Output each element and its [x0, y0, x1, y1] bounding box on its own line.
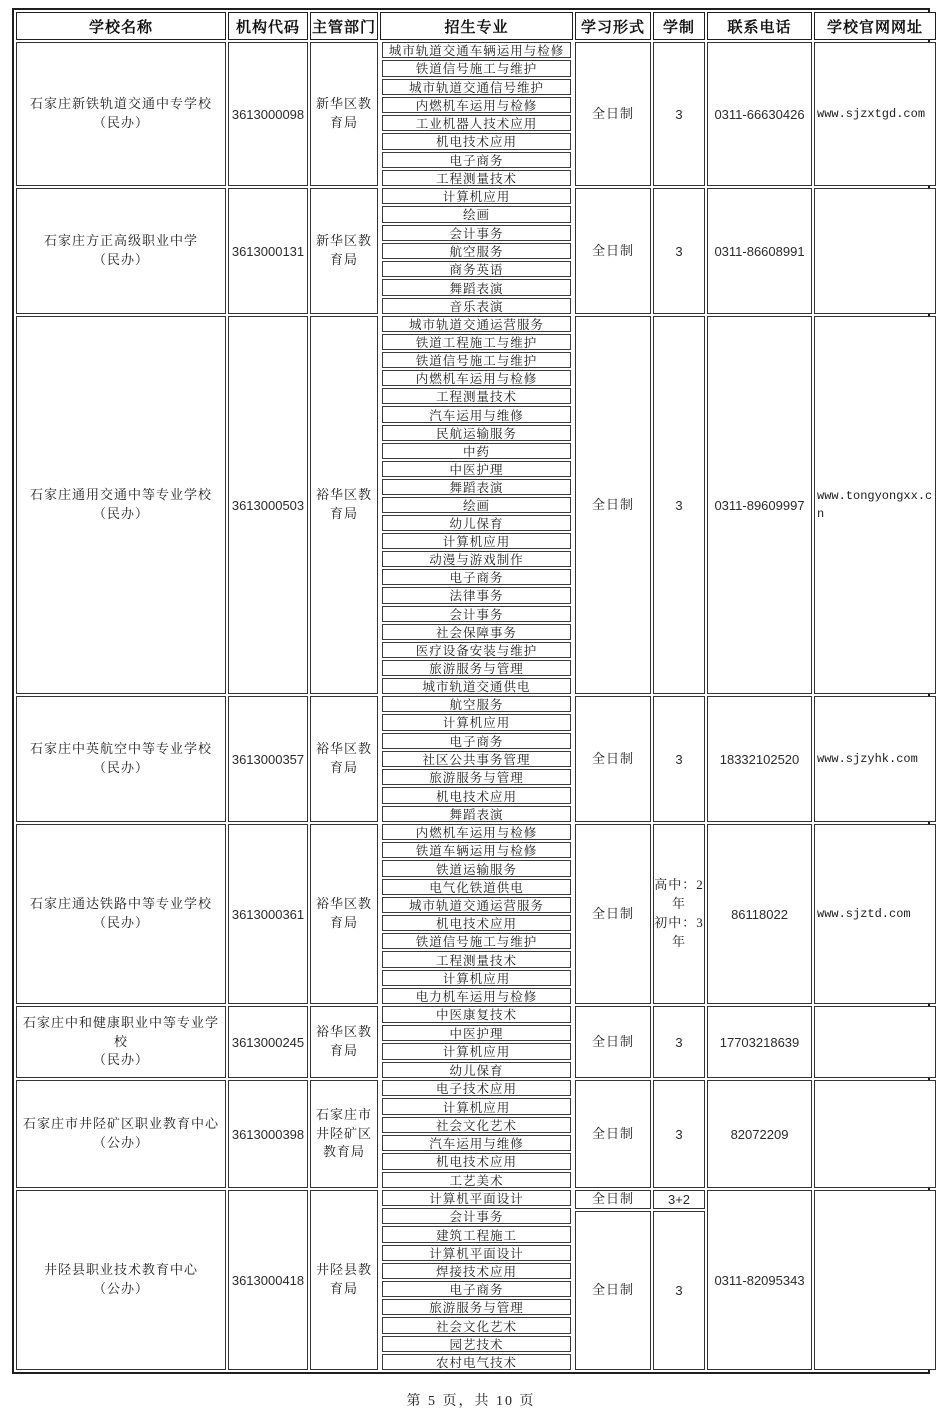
major-item: 城市轨道交通供电 [382, 678, 571, 694]
major-item: 计算机应用 [382, 188, 571, 204]
school-row [16, 824, 926, 1004]
duration-cell [653, 188, 705, 314]
major-item: 内燃机车运用与检修 [382, 824, 571, 840]
major-item: 计算机应用 [382, 1098, 571, 1114]
department-cell: 裕华区教育局 [310, 316, 378, 694]
col-header-majors: 招生专业 [380, 12, 573, 40]
major-item: 工程测量技术 [382, 951, 571, 967]
major-item: 会计事务 [382, 1208, 571, 1224]
major-item: 计算机应用 [382, 1043, 571, 1060]
major-item: 电子商务 [382, 569, 571, 585]
major-item: 计算机应用 [382, 533, 571, 549]
school-row [16, 1080, 926, 1188]
major-item: 工业机器人技术应用 [382, 115, 571, 131]
major-item: 计算机应用 [382, 970, 571, 986]
major-item: 城市轨道交通车辆运用与检修 [382, 42, 571, 58]
school-ownership-type: （民办） [92, 915, 149, 930]
school-ownership-type: （公办） [92, 1135, 149, 1150]
majors-list [380, 824, 573, 1004]
major-item: 电子技术应用 [382, 1080, 571, 1096]
study-form-column [575, 1080, 651, 1188]
school-ownership-type: （民办） [92, 506, 149, 521]
major-item: 社区公共事务管理 [382, 751, 571, 767]
duration-line: 3 [675, 1283, 683, 1299]
phone-cell: 86118022 [707, 824, 812, 1004]
school-name-cell [16, 42, 226, 186]
major-item: 铁道信号施工与维护 [382, 352, 571, 368]
major-item: 社会文化艺术 [382, 1117, 571, 1133]
major-item: 航空服务 [382, 696, 571, 712]
major-item: 内燃机车运用与检修 [382, 370, 571, 386]
study-form-line: 全日制 [591, 1033, 634, 1049]
duration-column [653, 42, 705, 186]
website-cell: www.sjzyhk.com [814, 696, 936, 822]
major-item: 舞蹈表演 [382, 479, 571, 495]
duration-cell [653, 1211, 705, 1370]
study-form-line: 全日制 [591, 1282, 634, 1298]
department-cell: 裕华区教育局 [310, 824, 378, 1004]
school-ownership-type: （民办） [92, 760, 149, 775]
study-form-line: 全日制 [591, 750, 634, 766]
school-name: 石家庄通达铁路中等专业学校 [29, 896, 212, 912]
institution-code-cell: 3613000357 [228, 696, 308, 822]
study-form-column [575, 316, 651, 694]
department-cell: 新华区教育局 [310, 42, 378, 186]
major-item: 航空服务 [382, 243, 571, 259]
duration-column [653, 696, 705, 822]
study-form-line: 全日制 [591, 1125, 634, 1141]
study-form-cell [575, 1006, 651, 1078]
major-item: 机电技术应用 [382, 915, 571, 931]
major-item: 工程测量技术 [382, 170, 571, 186]
major-item: 电子商务 [382, 1281, 571, 1297]
majors-list [380, 1190, 573, 1370]
study-form-line: 全日制 [591, 905, 634, 921]
study-form-cell [575, 1080, 651, 1188]
major-item: 机电技术应用 [382, 1153, 571, 1169]
major-item: 城市轨道交通信号维护 [382, 79, 571, 95]
phone-cell: 0311-86608991 [707, 188, 812, 314]
school-name-cell [16, 824, 226, 1004]
institution-code-cell: 3613000361 [228, 824, 308, 1004]
website-cell [814, 1006, 936, 1078]
major-item: 幼儿保育 [382, 515, 571, 531]
majors-list [380, 42, 573, 186]
institution-code-cell: 3613000418 [228, 1190, 308, 1370]
institution-code-cell: 3613000098 [228, 42, 308, 186]
duration-line: 3 [675, 1034, 683, 1050]
duration-cell [653, 696, 705, 822]
phone-cell: 0311-82095343 [707, 1190, 812, 1370]
major-item: 机电技术应用 [382, 787, 571, 803]
study-form-cell [575, 696, 651, 822]
page-footer: 第 5 页，共 10 页 [406, 1394, 536, 1409]
phone-cell: 0311-89609997 [707, 316, 812, 694]
major-item: 机电技术应用 [382, 133, 571, 149]
col-header-website: 学校官网网址 [814, 12, 936, 40]
website-cell [814, 1190, 936, 1370]
school-row [16, 1190, 926, 1370]
phone-cell: 17703218639 [707, 1006, 812, 1078]
school-row [16, 1006, 926, 1078]
duration-line: 3+2 [667, 1192, 691, 1208]
major-item: 绘画 [382, 497, 571, 513]
major-item: 中医护理 [382, 1025, 571, 1042]
major-item: 中医康复技术 [382, 1006, 571, 1023]
major-item: 内燃机车运用与检修 [382, 97, 571, 113]
major-item: 中医护理 [382, 461, 571, 477]
major-item: 中药 [382, 443, 571, 459]
major-item: 农村电气技术 [382, 1354, 571, 1370]
school-ownership-type: （公办） [92, 1281, 149, 1296]
duration-cell [653, 42, 705, 186]
study-form-line: 全日制 [591, 496, 634, 512]
phone-cell: 82072209 [707, 1080, 812, 1188]
school-name: 井陉县职业技术教育中心 [43, 1262, 198, 1278]
website-cell: www.sjzxtgd.com [814, 42, 936, 186]
major-item: 工艺美术 [382, 1172, 571, 1188]
major-item: 铁道运输服务 [382, 860, 571, 876]
study-form-cell [575, 316, 651, 694]
school-name-cell [16, 1080, 226, 1188]
duration-line: 3 [675, 497, 683, 513]
department-cell: 井陉县教育局 [310, 1190, 378, 1370]
study-form-line: 全日制 [591, 105, 634, 121]
col-header-study-form: 学习形式 [575, 12, 651, 40]
phone-cell: 18332102520 [707, 696, 812, 822]
study-form-line: 全日制 [591, 1191, 634, 1207]
school-name: 石家庄中英航空中等专业学校 [29, 741, 212, 757]
duration-line: 高中：2年 [654, 877, 704, 912]
duration-line: 初中：3年 [654, 915, 704, 949]
school-row [16, 316, 933, 694]
school-name-cell [16, 188, 226, 314]
duration-cell [653, 316, 705, 694]
major-item: 计算机平面设计 [382, 1190, 571, 1206]
major-item: 电力机车运用与检修 [382, 988, 571, 1004]
study-form-column [575, 824, 651, 1004]
duration-column [653, 1080, 705, 1188]
department-cell: 新华区教育局 [310, 188, 378, 314]
duration-line: 3 [675, 243, 683, 259]
study-form-column [575, 1006, 651, 1078]
schools-table [12, 8, 933, 1374]
school-name-cell [16, 316, 226, 694]
study-form-cell [575, 188, 651, 314]
major-item: 医疗设备安装与维护 [382, 642, 571, 658]
major-item: 社会保障事务 [382, 624, 571, 640]
majors-list [380, 316, 573, 694]
department-cell: 裕华区教育局 [310, 1006, 378, 1078]
study-form-column [575, 696, 651, 822]
major-item: 动漫与游戏制作 [382, 551, 571, 567]
study-form-cell [575, 824, 651, 1004]
majors-list [380, 1006, 573, 1078]
major-item: 旅游服务与管理 [382, 1299, 571, 1315]
duration-cell [653, 1190, 705, 1209]
study-form-cell [575, 1190, 651, 1209]
duration-line: 3 [675, 751, 683, 767]
majors-list [380, 696, 573, 822]
school-name: 石家庄中和健康职业中等专业学校 [23, 1014, 220, 1049]
major-item: 舞蹈表演 [382, 279, 571, 295]
major-item: 幼儿保育 [382, 1062, 571, 1079]
school-ownership-type: （民办） [92, 252, 149, 267]
website-cell: www.sjztd.com [814, 824, 936, 1004]
duration-cell [653, 1006, 705, 1078]
major-item: 旅游服务与管理 [382, 769, 571, 785]
school-name: 石家庄通用交通中等专业学校 [29, 487, 212, 503]
duration-line: 3 [675, 106, 683, 122]
study-form-cell [575, 1211, 651, 1370]
school-row [16, 42, 926, 186]
website-cell [814, 188, 936, 314]
major-item: 汽车运用与维修 [382, 1135, 571, 1151]
department-cell: 石家庄市井陉矿区教育局 [310, 1080, 378, 1188]
major-item: 城市轨道交通运营服务 [382, 897, 571, 913]
major-item: 计算机平面设计 [382, 1245, 571, 1261]
major-item: 工程测量技术 [382, 388, 571, 404]
institution-code-cell: 3613000398 [228, 1080, 308, 1188]
majors-list [380, 1080, 573, 1188]
institution-code-cell: 3613000245 [228, 1006, 308, 1078]
school-name: 石家庄市井陉矿区职业教育中心 [23, 1116, 220, 1132]
study-form-column [575, 42, 651, 186]
major-item: 音乐表演 [382, 298, 571, 314]
major-item: 计算机应用 [382, 714, 571, 730]
col-header-duration: 学制 [653, 12, 705, 40]
department-cell: 裕华区教育局 [310, 696, 378, 822]
major-item: 铁道工程施工与维护 [382, 334, 571, 350]
duration-column [653, 824, 705, 1004]
majors-list [380, 188, 573, 314]
study-form-column [575, 188, 651, 314]
major-item: 商务英语 [382, 261, 571, 277]
duration-cell [653, 1080, 705, 1188]
major-item: 焊接技术应用 [382, 1263, 571, 1279]
major-item: 会计事务 [382, 225, 571, 241]
major-item: 城市轨道交通运营服务 [382, 316, 571, 332]
major-item: 法律事务 [382, 587, 571, 603]
major-item: 电子商务 [382, 733, 571, 749]
school-name-cell [16, 696, 226, 822]
duration-column [653, 1006, 705, 1078]
col-header-institution-code: 机构代码 [228, 12, 308, 40]
major-item: 汽车运用与维修 [382, 406, 571, 422]
school-row [16, 188, 926, 314]
col-header-school-name: 学校名称 [16, 12, 226, 40]
table-header-row [16, 12, 926, 40]
major-item: 绘画 [382, 206, 571, 222]
school-ownership-type: （民办） [92, 115, 149, 130]
col-header-department: 主管部门 [310, 12, 378, 40]
major-item: 铁道信号施工与维护 [382, 60, 571, 76]
major-item: 电子商务 [382, 152, 571, 168]
study-form-cell [575, 42, 651, 186]
major-item: 建筑工程施工 [382, 1226, 571, 1242]
school-name: 石家庄新铁轨道交通中专学校 [29, 96, 212, 112]
major-item: 铁道信号施工与维护 [382, 933, 571, 949]
school-name-cell [16, 1190, 226, 1370]
study-form-column [575, 1190, 651, 1370]
school-row [16, 696, 926, 822]
duration-column [653, 1190, 705, 1370]
duration-line: 3 [675, 1126, 683, 1142]
study-form-line: 全日制 [591, 242, 634, 258]
school-name-cell [16, 1006, 226, 1078]
website-cell: www.tongyongxx.cn [814, 316, 936, 694]
major-item: 社会文化艺术 [382, 1317, 571, 1333]
phone-cell: 0311-66630426 [707, 42, 812, 186]
duration-column [653, 316, 705, 694]
institution-code-cell: 3613000503 [228, 316, 308, 694]
school-ownership-type: （民办） [92, 1052, 149, 1068]
institution-code-cell: 3613000131 [228, 188, 308, 314]
col-header-phone: 联系电话 [707, 12, 812, 40]
school-name: 石家庄方正高级职业中学 [43, 233, 198, 249]
duration-column [653, 188, 705, 314]
major-item: 舞蹈表演 [382, 806, 571, 822]
major-item: 铁道车辆运用与检修 [382, 842, 571, 858]
duration-cell [653, 824, 705, 1004]
major-item: 园艺技术 [382, 1336, 571, 1352]
website-cell [814, 1080, 936, 1188]
major-item: 旅游服务与管理 [382, 660, 571, 676]
major-item: 会计事务 [382, 606, 571, 622]
major-item: 民航运输服务 [382, 425, 571, 441]
major-item: 电气化铁道供电 [382, 879, 571, 895]
